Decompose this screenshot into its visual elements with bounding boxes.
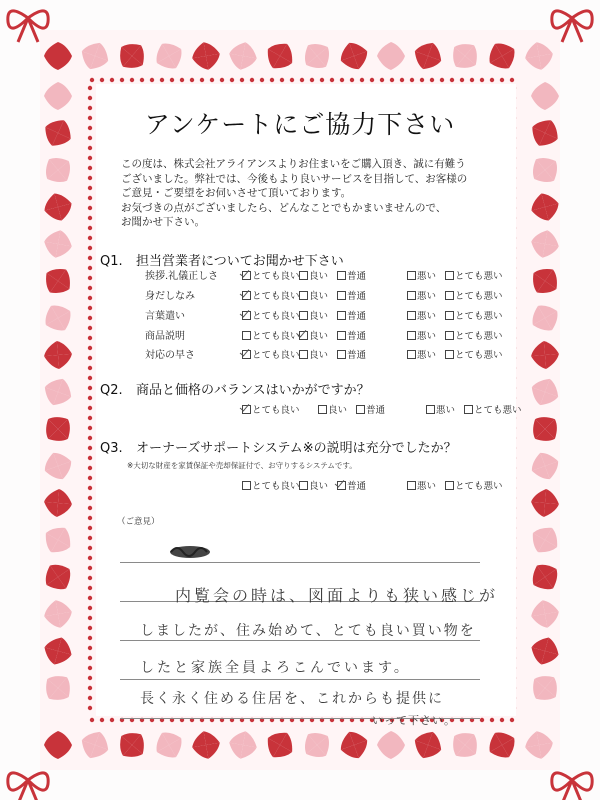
checkbox[interactable] (299, 350, 308, 359)
option-label: 普通 (347, 311, 367, 322)
q1-number: Q1. (100, 254, 123, 269)
option-label: 良い (309, 331, 329, 342)
checkbox-checked[interactable] (242, 291, 251, 300)
checkbox-checked[interactable] (299, 331, 308, 340)
checkbox[interactable] (464, 405, 473, 414)
option-4[interactable] (445, 288, 507, 302)
option-label: 良い (328, 405, 348, 416)
option-label: とても良い (252, 350, 300, 361)
q2-options (242, 402, 526, 416)
option-1[interactable] (299, 347, 337, 361)
option-4[interactable] (445, 268, 507, 282)
checkbox[interactable] (445, 481, 454, 490)
checkbox[interactable] (337, 291, 346, 300)
option-label: 悪い (417, 271, 437, 282)
checkbox-checked[interactable] (242, 405, 251, 414)
option-label: とても悪い (455, 291, 503, 302)
option-label: 普通 (347, 291, 367, 302)
option-label: 良い (309, 291, 329, 302)
option-3[interactable] (426, 402, 464, 416)
option-label: とても良い (252, 291, 300, 302)
ribbon-bow (8, 773, 48, 800)
q2-text: 商品と価格のバランスはいかがですか？ (136, 383, 370, 398)
option-0[interactable] (242, 308, 299, 322)
checkbox-checked[interactable] (242, 271, 251, 280)
q1-row-label: 商品説明 (145, 331, 185, 342)
opinion-line (120, 679, 480, 680)
checkbox[interactable] (445, 311, 454, 320)
option-2[interactable] (337, 268, 407, 282)
q1-row (145, 346, 242, 361)
option-1[interactable] (299, 288, 337, 302)
option-4[interactable] (445, 478, 507, 492)
option-2[interactable] (337, 347, 407, 361)
option-label: とても良い (252, 271, 300, 282)
option-3[interactable] (407, 347, 445, 361)
option-1[interactable] (299, 478, 337, 492)
q1-row-label: 言葉遣い (145, 311, 185, 322)
checkbox[interactable] (299, 311, 308, 320)
checkbox[interactable] (407, 271, 416, 280)
option-2[interactable] (337, 328, 407, 342)
q3-number: Q3. (100, 441, 123, 456)
option-2[interactable] (356, 402, 426, 416)
q1-row (145, 307, 242, 322)
q1-row (145, 267, 242, 282)
page-title: アンケートにご協力下さい (144, 110, 456, 139)
option-1[interactable] (299, 308, 337, 322)
checkbox[interactable] (445, 271, 454, 280)
checkbox[interactable] (299, 291, 308, 300)
checkbox[interactable] (242, 331, 251, 340)
option-label: とても良い (252, 331, 300, 342)
checkbox-checked[interactable] (337, 481, 346, 490)
option-3[interactable] (407, 268, 445, 282)
checkbox[interactable] (407, 311, 416, 320)
q2-number: Q2. (100, 383, 123, 398)
option-label: とても悪い (474, 405, 522, 416)
q1-row-options (242, 308, 507, 322)
intro-line: お聞かせ下さい。 (121, 216, 205, 228)
option-label: 普通 (347, 481, 367, 492)
redacted-name-scribble (168, 544, 212, 560)
option-label: とても良い (252, 405, 300, 416)
checkbox[interactable] (407, 481, 416, 490)
q1-row-options (242, 347, 507, 361)
option-label: 普通 (347, 271, 367, 282)
checkbox[interactable] (407, 350, 416, 359)
option-label: とても悪い (455, 350, 503, 361)
option-0[interactable] (242, 288, 299, 302)
intro-line: お気づきの点がございましたら、どんなことでもかまいませんので、 (121, 201, 447, 214)
checkbox[interactable] (445, 331, 454, 340)
option-3[interactable] (407, 288, 445, 302)
checkbox[interactable] (299, 481, 308, 490)
q2-heading (100, 379, 370, 398)
option-label: 良い (309, 311, 329, 322)
q1-row-options (242, 268, 507, 282)
q1-row (145, 287, 242, 302)
option-label: 良い (309, 271, 329, 282)
option-0[interactable] (242, 268, 299, 282)
option-4[interactable] (445, 328, 507, 342)
option-1[interactable] (318, 402, 356, 416)
checkbox[interactable] (299, 271, 308, 280)
checkbox[interactable] (445, 291, 454, 300)
opinion-line (120, 562, 480, 563)
q1-row-label: 対応の早さ (145, 350, 195, 361)
option-0[interactable] (242, 328, 299, 342)
option-label: 普通 (366, 405, 386, 416)
checkbox[interactable] (318, 405, 327, 414)
option-label: 悪い (417, 311, 437, 322)
q3-note: ※大切な財産を家賃保証や売却保証付で、お守りするシステムです。 (127, 461, 357, 470)
intro-line: この度は、株式会社アライアンスよりお住まいをご購入頂き、誠に有難う (121, 158, 466, 170)
option-0[interactable] (242, 478, 299, 492)
option-0[interactable] (242, 347, 299, 361)
intro-line: ございました。弊社では、今後もより良いサービスを目指して、お客様の (121, 172, 468, 185)
handwritten-line: したと家族全員よろこんでいます。 (140, 660, 411, 676)
ribbon-bow (552, 773, 592, 800)
option-label: 普通 (347, 350, 367, 361)
option-4[interactable] (445, 308, 507, 322)
checkbox[interactable] (426, 405, 435, 414)
q1-text: 担当営業者についてお聞かせ下さい (136, 254, 344, 269)
checkbox[interactable] (337, 331, 346, 340)
option-3[interactable] (407, 328, 445, 342)
checkbox[interactable] (356, 405, 365, 414)
q3-heading (100, 437, 457, 456)
checkbox[interactable] (337, 350, 346, 359)
handwritten-line: 長く永く住める住居を、これからも提供に (140, 691, 444, 707)
option-2[interactable] (337, 478, 407, 492)
q3-text: オーナーズサポートシステム※の説明は充分でしたか？ (136, 441, 457, 456)
option-label: 良い (309, 350, 329, 361)
option-label: 悪い (417, 331, 437, 342)
checkbox[interactable] (242, 481, 251, 490)
checkbox-checked[interactable] (242, 350, 251, 359)
handwritten-line: いって下さい。 (372, 714, 456, 727)
checkbox[interactable] (445, 350, 454, 359)
opinion-label: （ご意見） (117, 517, 160, 527)
option-label: 悪い (417, 481, 437, 492)
q1-row-options (242, 288, 507, 302)
option-label: 悪い (417, 350, 437, 361)
option-label: 悪い (417, 291, 437, 302)
option-label: とても悪い (455, 481, 503, 492)
handwritten-line: しましたが、住み始めて、とても良い買い物を (140, 623, 476, 639)
q1-row (145, 327, 242, 342)
option-4[interactable] (445, 347, 507, 361)
option-3[interactable] (407, 308, 445, 322)
checkbox-checked[interactable] (242, 311, 251, 320)
q1-row-label: 挨拶.礼儀正しさ (145, 271, 219, 282)
opinion-line (120, 640, 480, 641)
option-label: とても良い (252, 481, 300, 492)
q1-row-label: 身だしなみ (145, 291, 195, 302)
option-label: とても悪い (455, 311, 503, 322)
option-2[interactable] (337, 308, 407, 322)
q3-options (242, 478, 507, 492)
option-label: とても悪い (455, 271, 503, 282)
handwritten-line: 内覧会の時は、図面よりも狭い感じが (175, 586, 499, 605)
intro-text (121, 157, 501, 230)
q1-row-options (242, 328, 507, 342)
option-0[interactable] (242, 402, 318, 416)
option-1[interactable] (299, 328, 337, 342)
checkbox[interactable] (407, 291, 416, 300)
checkbox[interactable] (337, 271, 346, 280)
option-1[interactable] (299, 268, 337, 282)
option-4[interactable] (464, 402, 526, 416)
checkbox[interactable] (407, 331, 416, 340)
option-label: とても良い (252, 311, 300, 322)
option-label: 良い (309, 481, 329, 492)
option-label: 悪い (436, 405, 456, 416)
intro-line: ご意見・ご要望をお伺いさせて頂いております。 (121, 187, 352, 199)
option-label: とても悪い (455, 331, 503, 342)
option-3[interactable] (407, 478, 445, 492)
option-label: 普通 (347, 331, 367, 342)
checkbox[interactable] (337, 311, 346, 320)
option-2[interactable] (337, 288, 407, 302)
